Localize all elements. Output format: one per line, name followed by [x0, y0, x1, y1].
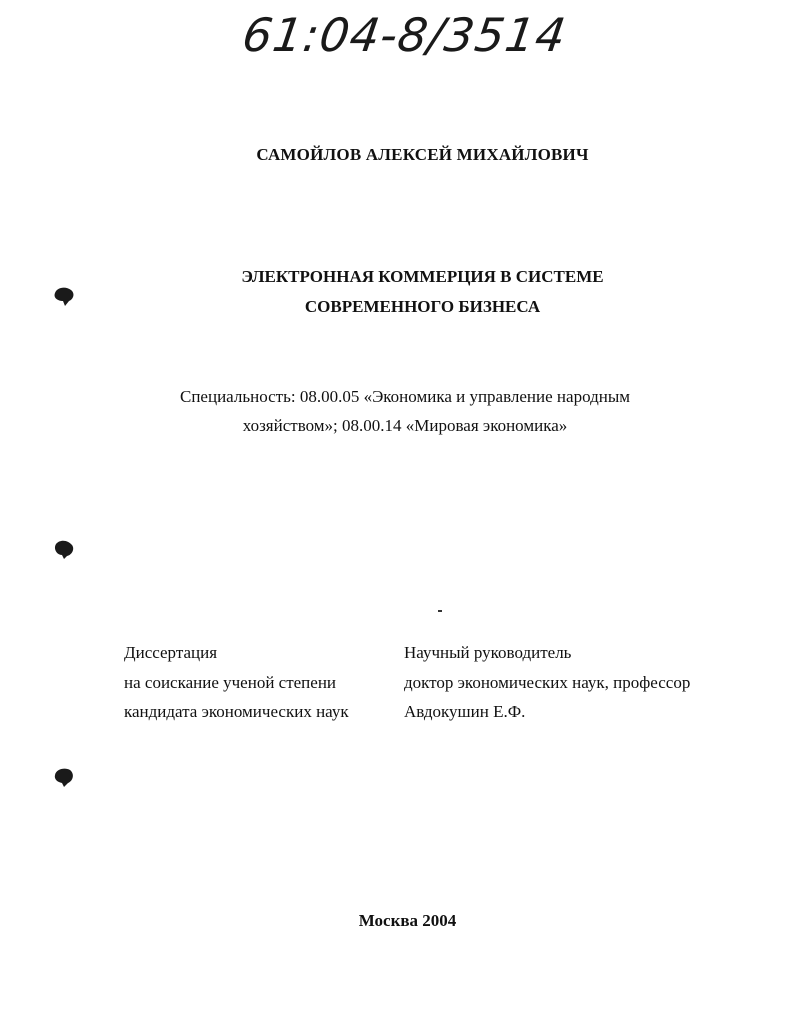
- scan-speck: [438, 610, 442, 612]
- title-line-2: СОВРЕМЕННОГО БИЗНЕСА: [304, 297, 541, 316]
- supervisor-line-2: доктор экономических наук, профессор: [404, 672, 691, 692]
- punch-hole-mark-bottom: [52, 766, 76, 788]
- supervisor-line-1: Научный руководитель: [404, 643, 572, 662]
- punch-hole-mark-middle: [52, 538, 76, 560]
- degree-line-1: Диссертация: [124, 643, 218, 662]
- city-year: Москва 2004: [358, 911, 457, 930]
- degree-line-2: на соискание ученой степени: [124, 672, 337, 692]
- specialty-block: [0, 382, 795, 440]
- specialty-line-2: хозяйством»; 08.00.14 «Мировая экономика»: [242, 416, 568, 435]
- dissertation-degree-block: [124, 638, 349, 727]
- dissertation-title: [0, 262, 795, 322]
- title-line-1: ЭЛЕКТРОННАЯ КОММЕРЦИЯ В СИСТЕМЕ: [241, 267, 604, 286]
- punch-hole-mark-top: [52, 285, 76, 307]
- degree-line-3: кандидата экономических наук: [124, 702, 349, 721]
- specialty-line-1: Специальность: 08.00.05 «Экономика и управление народным: [179, 387, 631, 406]
- supervisor-block: [404, 638, 690, 727]
- author-name: САМОЙЛОВ АЛЕКСЕЙ МИХАЙЛОВИЧ: [256, 145, 589, 164]
- supervisor-line-3: Авдокушин Е.Ф.: [404, 702, 526, 721]
- archive-code-handwritten: 61:04-8/3514: [239, 8, 570, 62]
